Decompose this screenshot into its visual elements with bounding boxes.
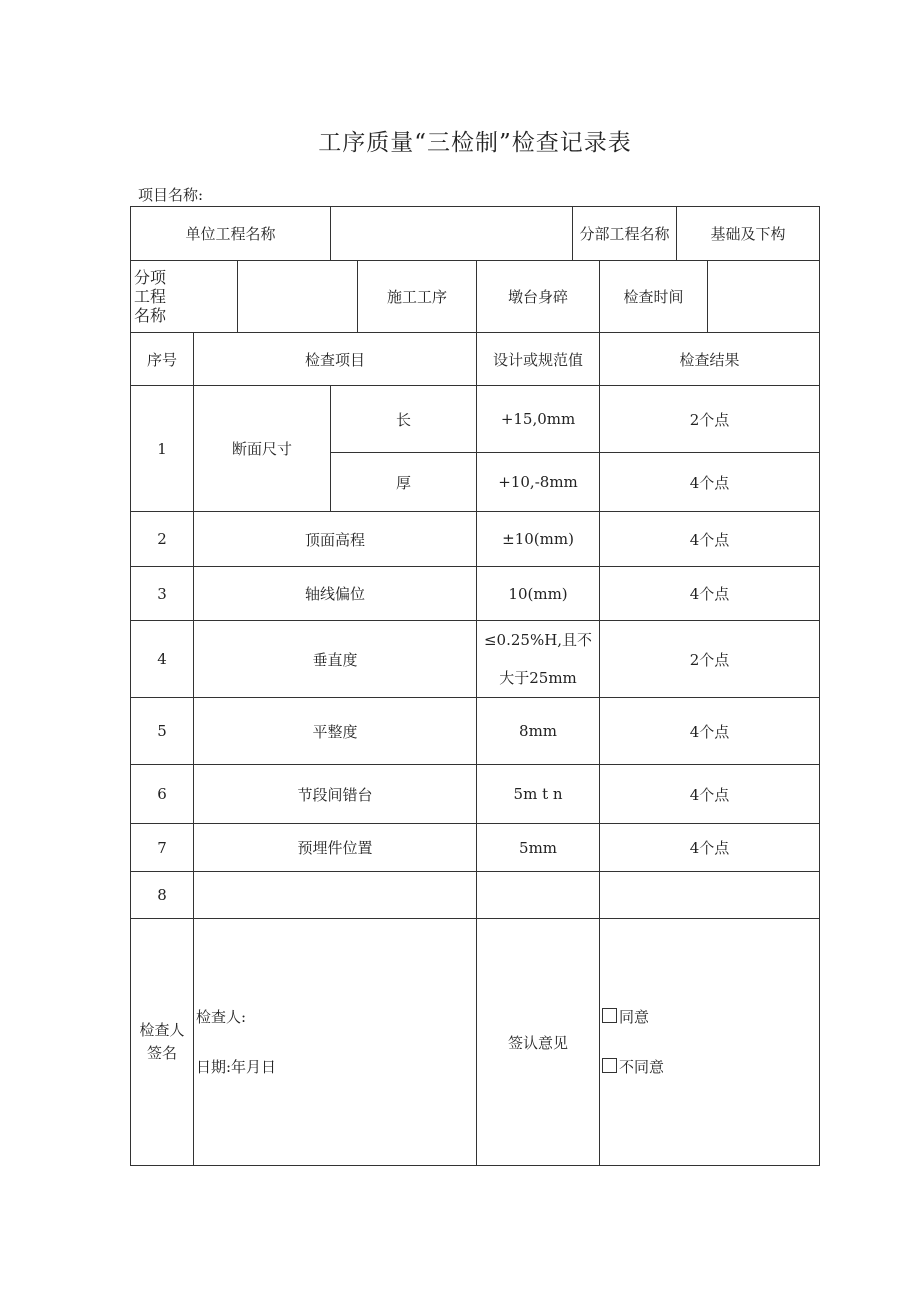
procedure-label: 施工工序 (358, 261, 477, 333)
inspection-table (130, 206, 820, 1166)
row-standard: 5m t n (477, 765, 600, 824)
column-header-row (131, 333, 820, 386)
option-agree-label: 同意 (619, 1008, 650, 1026)
column-header-seq: 序号 (131, 333, 194, 386)
inspector-sign-area[interactable] (194, 919, 477, 1166)
table-row (131, 698, 820, 765)
option-agree[interactable] (602, 992, 819, 1042)
page-title: 工序质量“三检制”检查记录表 (318, 130, 632, 156)
row-seq: 3 (131, 567, 194, 621)
row-item: 平整度 (194, 698, 477, 765)
column-header-item: 检查项目 (194, 333, 477, 386)
subitem-label-line: 分项 (134, 268, 167, 287)
option-disagree-label: 不同意 (619, 1058, 665, 1076)
row-result (600, 872, 820, 919)
row-seq: 5 (131, 698, 194, 765)
row-result: 4个点 (600, 453, 820, 512)
procedure-value: 墩台身碎 (477, 261, 600, 333)
row-item: 轴线偏位 (194, 567, 477, 621)
project-name-label: 项目名称: (138, 186, 204, 204)
subitem-label-line: 工程 (134, 287, 167, 306)
header-row-unit (131, 207, 820, 261)
signature-label (131, 919, 194, 1166)
row-result: 4个点 (600, 512, 820, 567)
row-subitem: 长 (331, 386, 477, 453)
row-seq: 8 (131, 872, 194, 919)
table-row (131, 567, 820, 621)
table-row (131, 512, 820, 567)
row-result: 2个点 (600, 386, 820, 453)
header-row-subitem (131, 261, 820, 333)
row-standard (477, 872, 600, 919)
column-header-result: 检查结果 (600, 333, 820, 386)
row-seq: 4 (131, 621, 194, 698)
signature-label-line: 检查人 (139, 1021, 185, 1039)
row-standard-line: 大于25mm (499, 669, 577, 687)
table-row (131, 824, 820, 872)
unit-project-value (331, 207, 573, 261)
inspector-label: 检查人: (196, 1008, 247, 1026)
row-seq: 1 (131, 386, 194, 512)
row-result: 4个点 (600, 765, 820, 824)
option-disagree[interactable] (602, 1042, 819, 1092)
row-item: 预埋件位置 (194, 824, 477, 872)
row-result: 2个点 (600, 621, 820, 698)
table-row (131, 386, 820, 453)
row-result: 4个点 (600, 698, 820, 765)
table-row (131, 765, 820, 824)
unit-project-label: 单位工程名称 (131, 207, 331, 261)
row-standard: 5mm (477, 824, 600, 872)
signature-row (131, 919, 820, 1166)
check-time-value (708, 261, 820, 333)
row-standard: ±10(mm) (477, 512, 600, 567)
table-row (131, 872, 820, 919)
checkbox-icon[interactable] (602, 1008, 617, 1023)
row-seq: 2 (131, 512, 194, 567)
row-standard: +15,0mm (477, 386, 600, 453)
row-standard: 10(mm) (477, 567, 600, 621)
column-header-standard: 设计或规范值 (477, 333, 600, 386)
division-project-value: 基础及下构 (677, 207, 820, 261)
opinion-label: 签认意见 (477, 919, 600, 1166)
signature-label-line: 签名 (146, 1044, 177, 1062)
subitem-label-line: 名称 (134, 306, 167, 325)
checkbox-icon[interactable] (602, 1058, 617, 1073)
row-item: 垂直度 (194, 621, 477, 698)
row-item: 顶面高程 (194, 512, 477, 567)
row-seq: 7 (131, 824, 194, 872)
row-result: 4个点 (600, 824, 820, 872)
row-result: 4个点 (600, 567, 820, 621)
subitem-label (131, 261, 238, 333)
row-item: 断面尺寸 (194, 386, 331, 512)
row-item (194, 872, 477, 919)
row-standard (477, 621, 600, 698)
check-time-label: 检查时间 (600, 261, 708, 333)
row-item: 节段间错台 (194, 765, 477, 824)
subitem-value (238, 261, 358, 333)
row-standard: +10,-8mm (477, 453, 600, 512)
row-seq: 6 (131, 765, 194, 824)
table-row (131, 621, 820, 698)
opinion-options (600, 919, 820, 1166)
row-subitem: 厚 (331, 453, 477, 512)
row-standard: 8mm (477, 698, 600, 765)
division-project-label: 分部工程名称 (573, 207, 677, 261)
row-standard-line: ≤0.25%H,且不 (483, 631, 593, 649)
date-label: 日期:年月日 (196, 1058, 277, 1076)
